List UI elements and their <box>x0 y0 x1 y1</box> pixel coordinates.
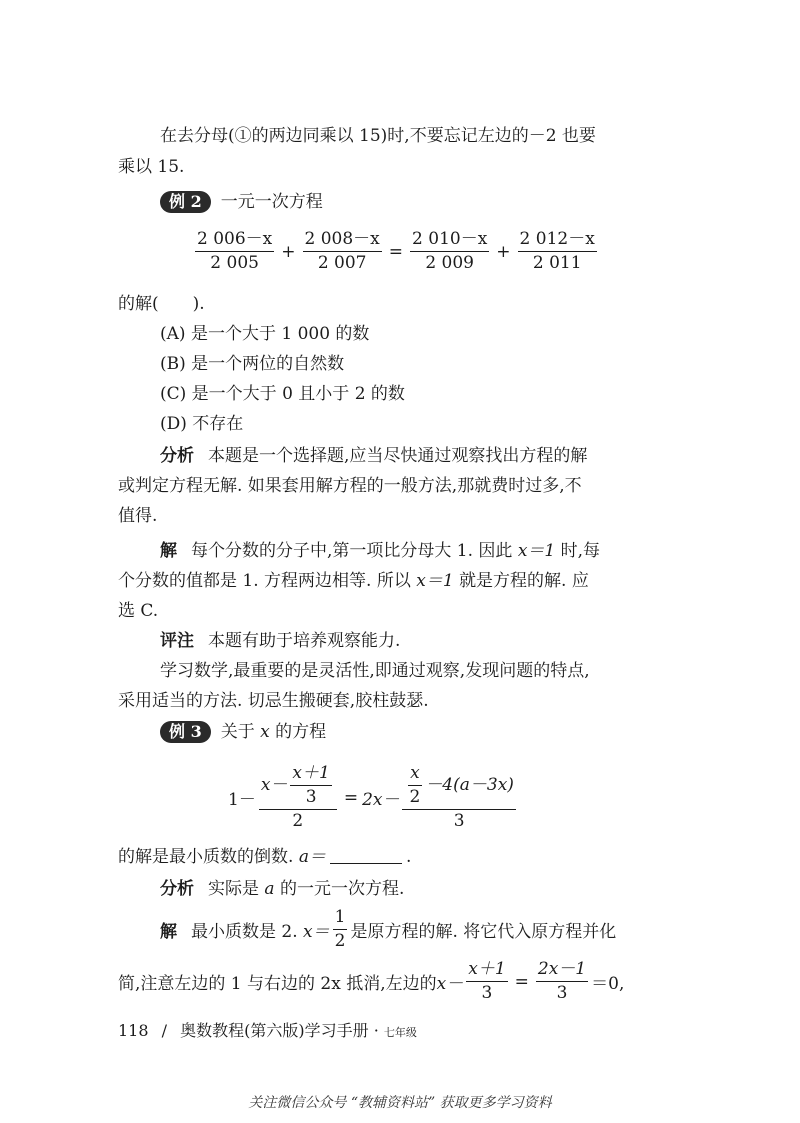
fraction: $\frac{x}{2}$ －4(a－3x) 3 <box>402 762 515 833</box>
fraction: x－ $\frac{x+1}{3}$ 2 <box>259 762 337 833</box>
text-line: 的解是最小质数的倒数. a＝ . <box>118 847 412 867</box>
analysis-line: 分析 实际是 a 的一元一次方程. <box>160 879 405 899</box>
text-line: 或判定方程无解. 如果套用解方程的一般方法,那就费时过多,不 <box>118 476 582 496</box>
text-line: 值得. <box>118 506 158 526</box>
fraction: $\frac{2 008-x}{2 007}$ <box>304 229 380 273</box>
example-intro: 一元一次方程 <box>220 192 323 212</box>
analysis-label: 分析 <box>160 446 194 466</box>
example-badge: 例 2 <box>160 191 211 213</box>
fraction: $\frac{1}{2}$ <box>334 907 346 951</box>
fraction: $\frac{2 006-x}{2 005}$ <box>197 229 273 273</box>
example-3-heading: 例 3 关于 x 的方程 <box>160 720 326 744</box>
answer-blank[interactable] <box>330 863 402 864</box>
solution-line: 解 最小质数是 2. x＝ $\frac{1}{2}$ 是原方程的解. 将它代入原方程并化 <box>160 907 617 951</box>
equation-example-3: 1－ x－ $\frac{x+1}{3}$ 2 = 2x－ $\frac{x}{2}$ －4(a－3x) 3 <box>228 763 514 831</box>
text-line: 采用适当的方法. 切忌生搬硬套,胶柱鼓瑟. <box>118 691 429 711</box>
text-line: 选 C. <box>118 601 159 621</box>
text-line: 乘以 15. <box>118 157 185 177</box>
solution-label: 解 <box>160 922 177 942</box>
fraction: $\frac{2 010-x}{2 009}$ <box>412 229 488 273</box>
grade-label: 七年级 <box>383 1026 417 1039</box>
comment-label: 评注 <box>160 631 194 651</box>
comment-line: 评注 本题有助于培养观察能力. <box>160 631 401 651</box>
fraction: $\frac{2x-1}{3}$ <box>537 959 587 1003</box>
text-line: 学习数学,最重要的是灵活性,即通过观察,发现问题的特点, <box>160 661 590 681</box>
option-c: (C) 是一个大于 0 且小于 2 的数 <box>160 384 405 404</box>
solution-line: 解 每个分数的分子中,第一项比分母大 1. 因此 x＝1 时,每 <box>160 541 601 561</box>
analysis-line: 分析 本题是一个选择题,应当尽快通过观察找出方程的解 <box>160 446 588 466</box>
text-line: 的解( ). <box>118 294 205 314</box>
example-badge: 例 3 <box>160 721 211 743</box>
text-line: 个分数的值都是 1. 方程两边相等. 所以 x＝1 就是方程的解. 应 <box>118 571 589 591</box>
analysis-label: 分析 <box>160 879 194 899</box>
page-number: 118 <box>118 1021 149 1040</box>
option-a: (A) 是一个大于 1 000 的数 <box>160 324 370 344</box>
option-d: (D) 不存在 <box>160 414 244 434</box>
text-line: 在去分母(①的两边同乘以 15)时,不要忘记左边的－2 也要 <box>160 126 596 146</box>
watermark-text: 关注微信公众号 “教辅资料站” 获取更多学习资料 <box>248 1095 552 1111</box>
fraction: $\frac{2 012-x}{2 011}$ <box>519 229 595 273</box>
example-2-heading <box>160 190 323 214</box>
equation-example-2: $\frac{2 006-x}{2 005}$ + $\frac{2 008-x}{2 007}$ = $\frac{2 010-x}{2 009}$ + $\frac{2 012-x}{2 011}$ <box>197 229 595 273</box>
option-b: (B) 是一个两位的自然数 <box>160 354 345 374</box>
book-title: 奥数教程(第六版)学习手册 · <box>180 1021 379 1040</box>
page-footer: 118 / 奥数教程(第六版)学习手册 · 七年级 <box>118 1021 417 1040</box>
text-line: 简,注意左边的 1 与右边的 2x 抵消,左边的 x－ $\frac{x+1}{3}$ = $\frac{2x-1}{3}$ ＝0, <box>118 959 625 1003</box>
fraction: $\frac{x+1}{3}$ <box>468 959 506 1003</box>
solution-label: 解 <box>160 541 177 561</box>
